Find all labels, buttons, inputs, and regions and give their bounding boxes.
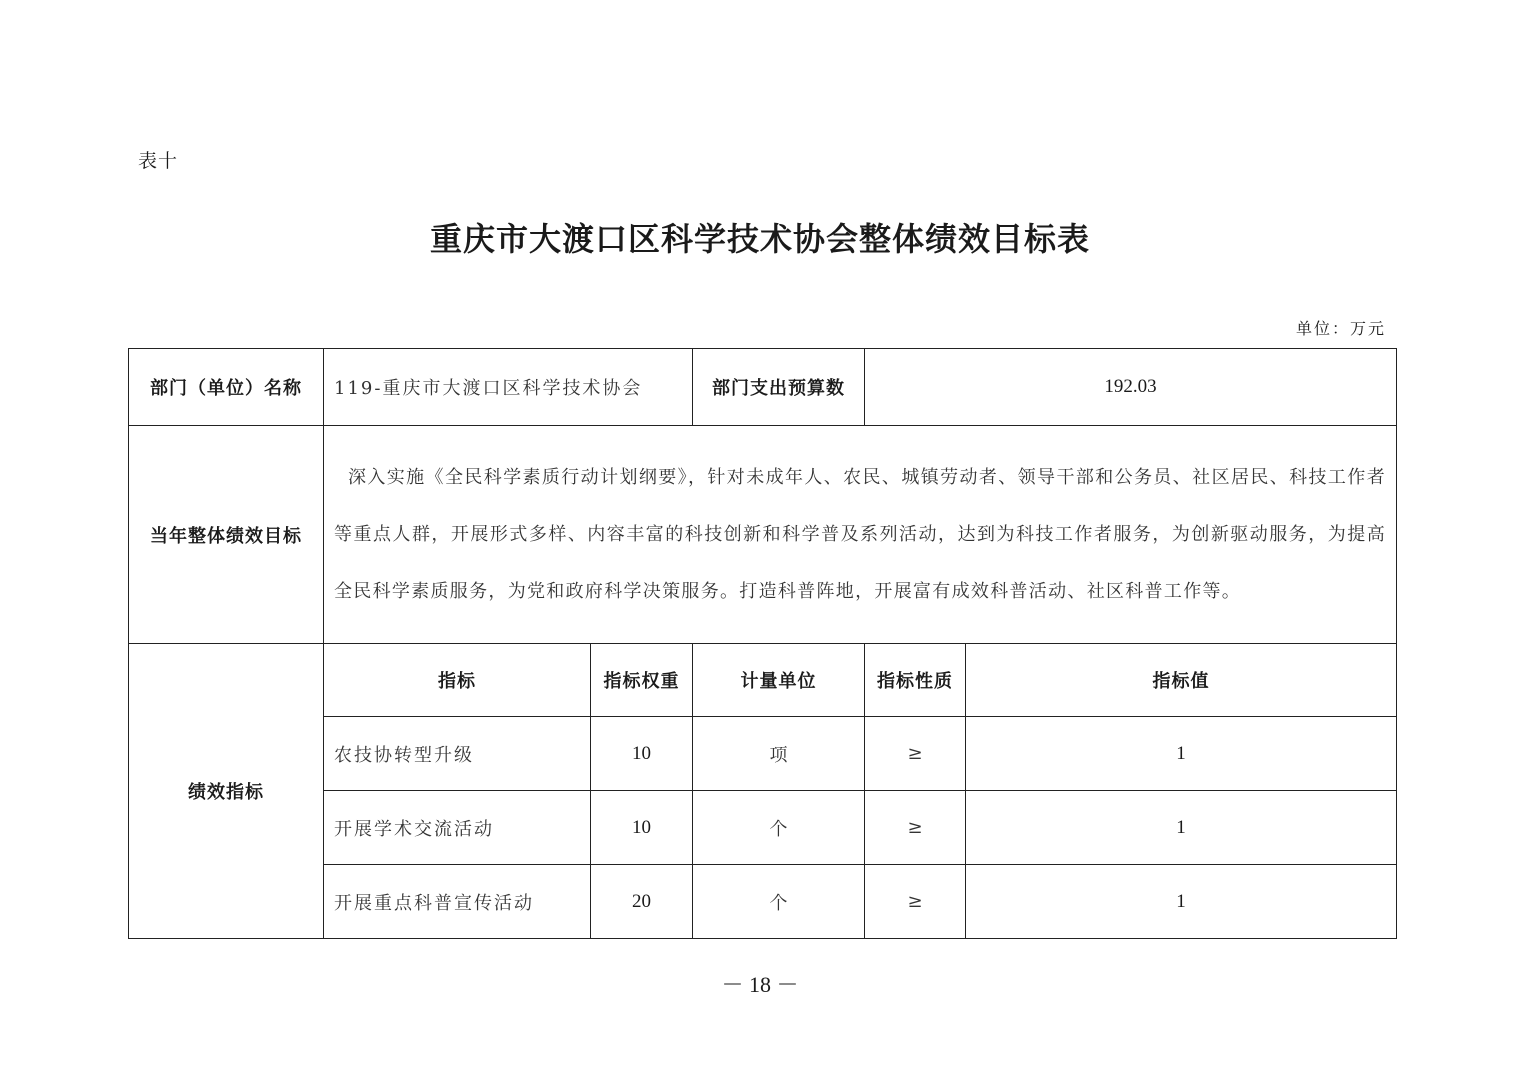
header-weight: 指标权重: [591, 644, 693, 717]
budget-label: 部门支出预算数: [693, 349, 865, 426]
indicator-name: 开展重点科普宣传活动: [324, 865, 591, 939]
indicator-value: 1: [966, 717, 1397, 791]
department-name-value: 119-重庆市大渡口区科学技术协会: [324, 349, 693, 426]
goal-text: 深入实施《全民科学素质行动计划纲要》，针对未成年人、农民、城镇劳动者、领导干部和公务员、社区居民、科技工作者等重点人群，开展形式多样、内容丰富的科技创新和科学普及系列活动，达到为科技工作者服务，为创新驱动服务，为提高全民科学素质服务，为党和政府科学决策服务。打造科普阵地，开展富有成效科普活动、社区科普工作等。: [324, 426, 1397, 644]
department-name-label: 部门（单位）名称: [129, 349, 324, 426]
indicators-label: 绩效指标: [129, 644, 324, 939]
indicator-weight: 10: [591, 791, 693, 865]
indicator-weight: 20: [591, 865, 693, 939]
department-row: [129, 349, 1397, 426]
indicator-nature: ≥: [865, 865, 966, 939]
indicator-nature: ≥: [865, 791, 966, 865]
indicator-weight: 10: [591, 717, 693, 791]
table-number: 表十: [138, 150, 179, 172]
indicator-value: 1: [966, 791, 1397, 865]
indicator-name: 农技协转型升级: [324, 717, 591, 791]
header-unit: 计量单位: [693, 644, 865, 717]
indicator-header-row: [129, 644, 1397, 717]
indicator-unit: 项: [693, 717, 865, 791]
page-title: 重庆市大渡口区科学技术协会整体绩效目标表: [429, 220, 1090, 258]
unit-label: 单位：万元: [1295, 319, 1386, 338]
header-value: 指标值: [966, 644, 1397, 717]
page-number: － 18 －: [721, 972, 799, 997]
header-nature: 指标性质: [865, 644, 966, 717]
goal-row: [129, 426, 1397, 644]
header-indicator: 指标: [324, 644, 591, 717]
indicator-name: 开展学术交流活动: [324, 791, 591, 865]
goal-label: 当年整体绩效目标: [129, 426, 324, 644]
performance-table: [128, 348, 1397, 939]
indicator-value: 1: [966, 865, 1397, 939]
indicator-unit: 个: [693, 791, 865, 865]
budget-value: 192.03: [865, 349, 1397, 426]
indicator-unit: 个: [693, 865, 865, 939]
indicator-nature: ≥: [865, 717, 966, 791]
